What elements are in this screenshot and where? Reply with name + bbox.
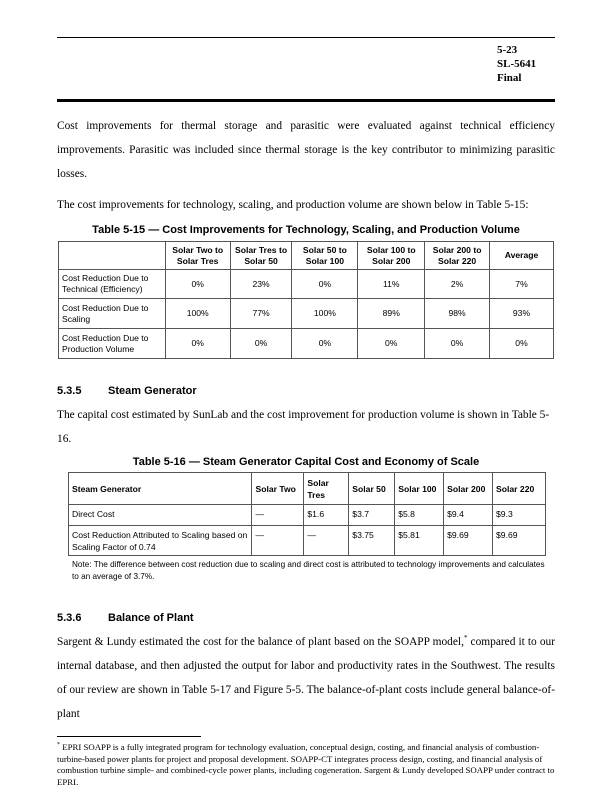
table-5-15-title: Table 5-15 — Cost Improvements for Technology, Scaling, and Production Volume xyxy=(92,224,520,236)
cell: $3.7 xyxy=(349,505,395,526)
header-bottom-rule xyxy=(57,99,555,102)
cell: $5.81 xyxy=(395,526,444,556)
header-cell: Average xyxy=(490,242,554,270)
table-5-16-title: Table 5-16 — Steam Generator Capital Cost and Economy of Scale xyxy=(132,456,480,468)
row-label: Direct Cost xyxy=(69,505,252,526)
cell: — xyxy=(252,505,304,526)
intro-paragraph-2: The cost improvements for technology, scaling, and production volume are shown below in Table 5-15: xyxy=(57,199,529,211)
table-header-row xyxy=(69,473,546,505)
cell: 89% xyxy=(358,299,425,329)
cell: 0% xyxy=(165,270,230,299)
cell: $9.3 xyxy=(493,505,546,526)
cell: 0% xyxy=(230,329,292,359)
row-label: Cost Reduction Due to Production Volume xyxy=(59,329,166,359)
header-cell: Solar 50 to Solar 100 xyxy=(292,242,358,270)
footnote-reference[interactable]: * xyxy=(463,634,468,643)
cell: 0% xyxy=(292,270,358,299)
paragraph-text: Sargent & Lundy estimated the cost for the balance of plant based on the SOAPP model, xyxy=(57,636,464,648)
section-5-3-5-heading xyxy=(57,384,555,398)
header-cell: Solar 220 xyxy=(493,473,546,505)
row-label: Cost Reduction Due to Scaling xyxy=(59,299,166,329)
section-title: Steam Generator xyxy=(108,385,197,397)
cell: 0% xyxy=(165,329,230,359)
header-cell: Solar 50 xyxy=(349,473,395,505)
cell: 0% xyxy=(358,329,425,359)
header-cell: Solar Two to Solar Tres xyxy=(165,242,230,270)
header-cell: Steam Generator xyxy=(69,473,252,505)
section-5-3-5-paragraph: The capital cost estimated by SunLab and the cost improvement for production volume is shown in Table 5-16. xyxy=(57,409,550,445)
table-row xyxy=(59,329,554,359)
header-cell xyxy=(59,242,166,270)
cell: — xyxy=(304,526,349,556)
table-row xyxy=(59,270,554,299)
section-5-3-6-heading xyxy=(57,611,555,625)
page-number: 5-23 xyxy=(497,44,518,56)
cell: 2% xyxy=(425,270,490,299)
table-row xyxy=(59,299,554,329)
cell: 0% xyxy=(490,329,554,359)
cell: $1.6 xyxy=(304,505,349,526)
header-cell: Solar 200 to Solar 220 xyxy=(425,242,490,270)
cell: $9.69 xyxy=(444,526,493,556)
header-cell: Solar Tres xyxy=(304,473,349,505)
cell: $5.8 xyxy=(395,505,444,526)
cell: 100% xyxy=(292,299,358,329)
header-cell: Solar Two xyxy=(252,473,304,505)
cell: $9.69 xyxy=(493,526,546,556)
row-label: Cost Reduction Due to Technical (Efficiency) xyxy=(59,270,166,299)
header-cell: Solar 100 to Solar 200 xyxy=(358,242,425,270)
cell: 100% xyxy=(165,299,230,329)
cell: 93% xyxy=(490,299,554,329)
table-row xyxy=(69,526,546,556)
table-row xyxy=(69,505,546,526)
header-cell: Solar Tres to Solar 50 xyxy=(230,242,292,270)
document-number: SL-5641 xyxy=(497,58,537,70)
cell: — xyxy=(252,526,304,556)
cell: 0% xyxy=(292,329,358,359)
document-status: Final xyxy=(497,72,522,84)
cell: 0% xyxy=(425,329,490,359)
section-5-3-6-paragraph xyxy=(57,630,555,726)
footnote-text: EPRI SOAPP is a fully integrated program for technology evaluation, conceptual design, costing, and financial analysis of combustion-turbine-based power plants for project and proposal development. SOAPP-CT integrates process design, costing, and financial analysis of combustion turbine simple- and combined-cycle power plants, including cogeneration. Sargent & Lundy developed SOAPP under contract to EPRI. xyxy=(57,742,555,787)
page-body xyxy=(57,114,555,788)
intro-paragraph-1: Cost improvements for thermal storage and parasitic were evaluated against technical efficiency improvements. Parasitic was included since thermal storage is the key contributor to minimizing parasitic losses. xyxy=(57,120,555,180)
cell: 7% xyxy=(490,270,554,299)
header-top-rule xyxy=(57,37,555,38)
paragraph-text: compared it to our internal database, and then adjusted the output for labor and productivity rates in the Southwest. The results of our review are shown in Table 5-17 and Figure 5-5. The balance-of-plant costs include general balance-of-plant xyxy=(57,636,556,720)
cell: 98% xyxy=(425,299,490,329)
footnote-mark: * xyxy=(57,742,60,749)
footnote-rule xyxy=(57,736,201,737)
row-label: Cost Reduction Attributed to Scaling based on Scaling Factor of 0.74 xyxy=(69,526,252,556)
table-header-row xyxy=(59,242,554,270)
footnote xyxy=(57,742,555,788)
section-title: Balance of Plant xyxy=(108,612,194,624)
cell: $3.75 xyxy=(349,526,395,556)
cell: 23% xyxy=(230,270,292,299)
cell: $9.4 xyxy=(444,505,493,526)
table-5-16-note: Note: The difference between cost reduction due to scaling and direct cost is attributed to technology improvements and calculates to an average of 3.7%. xyxy=(72,560,545,581)
section-number: 5.3.6 xyxy=(57,612,82,624)
cell: 77% xyxy=(230,299,292,329)
section-number: 5.3.5 xyxy=(57,385,82,397)
header-cell: Solar 200 xyxy=(444,473,493,505)
header-cell: Solar 100 xyxy=(395,473,444,505)
table-5-15 xyxy=(58,241,554,359)
cell: 11% xyxy=(358,270,425,299)
table-5-16 xyxy=(68,472,546,556)
